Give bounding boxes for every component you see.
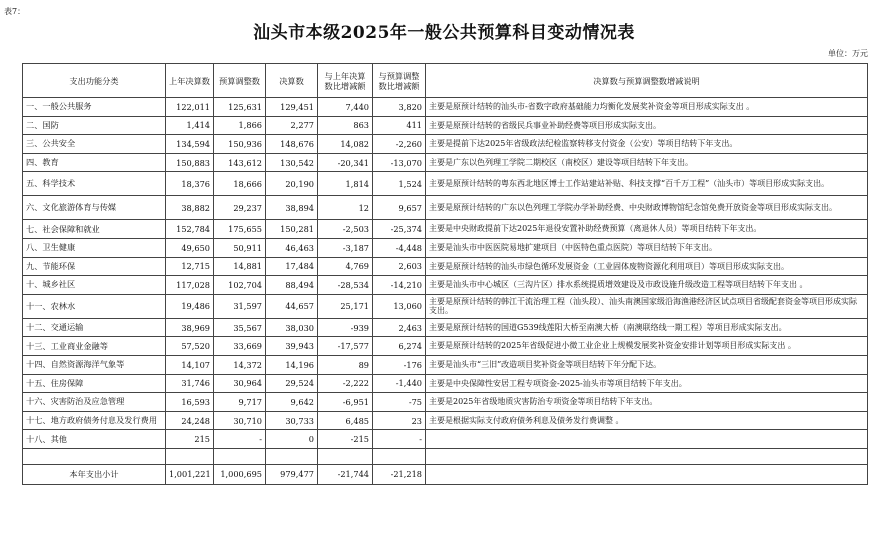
diff-prev-cell: 12 bbox=[318, 196, 373, 220]
diff-adj-cell: -176 bbox=[373, 355, 426, 374]
category-cell: 三、公共安全 bbox=[23, 135, 166, 154]
category-cell: 十二、交通运输 bbox=[23, 318, 166, 337]
explain-cell: 主要是根据实际支付政府债务利息及债务发行费调整 。 bbox=[426, 411, 868, 430]
explain-cell: 主要是汕头市“三旧”改造项目奖补资金等项目结转下年分配下达。 bbox=[426, 355, 868, 374]
unit-label: 单位：万元 bbox=[828, 49, 868, 58]
diff-prev-cell: 14,082 bbox=[318, 135, 373, 154]
blank-cell bbox=[23, 448, 166, 464]
blank-cell bbox=[214, 448, 266, 464]
explain-cell: 主要是原预计结转的广东以色列理工学院办学补助经费、中央财政博物馆纪念馆免费开放资金等项目形成实际支出。 bbox=[426, 196, 868, 220]
prev-final-cell: 57,520 bbox=[166, 337, 214, 356]
prev-final-cell: 12,715 bbox=[166, 257, 214, 276]
diff-adj-cell: 2,603 bbox=[373, 257, 426, 276]
final-cell: 0 bbox=[266, 430, 318, 449]
adjusted-cell: 30,710 bbox=[214, 411, 266, 430]
prev-final-cell: 31,746 bbox=[166, 374, 214, 393]
diff-prev-cell: -939 bbox=[318, 318, 373, 337]
prev-final-cell: 215 bbox=[166, 430, 214, 449]
diff-prev-cell: -28,534 bbox=[318, 276, 373, 295]
diff-prev-cell: 25,171 bbox=[318, 294, 373, 318]
diff-prev-cell: -17,577 bbox=[318, 337, 373, 356]
category-cell: 十四、自然资源海洋气象等 bbox=[23, 355, 166, 374]
category-cell: 十三、工业商业金融等 bbox=[23, 337, 166, 356]
header-diff-adj: 与预算调整数比增减额 bbox=[373, 64, 426, 98]
table-number: 表7： bbox=[4, 7, 26, 16]
table-body bbox=[23, 98, 868, 485]
prev-final-cell: 18,376 bbox=[166, 172, 214, 196]
total-adjusted-cell: 1,000,695 bbox=[214, 464, 266, 484]
table-row bbox=[23, 355, 868, 374]
explain-cell bbox=[426, 430, 868, 449]
diff-prev-cell: 6,485 bbox=[318, 411, 373, 430]
category-cell: 十六、灾害防治及应急管理 bbox=[23, 393, 166, 412]
final-cell: 88,494 bbox=[266, 276, 318, 295]
prev-final-cell: 24,248 bbox=[166, 411, 214, 430]
final-cell: 38,030 bbox=[266, 318, 318, 337]
adjusted-cell: 125,631 bbox=[214, 98, 266, 117]
total-final-cell: 979,477 bbox=[266, 464, 318, 484]
total-explain-cell bbox=[426, 464, 868, 484]
prev-final-cell: 38,969 bbox=[166, 318, 214, 337]
diff-prev-cell: -2,503 bbox=[318, 220, 373, 239]
table-row bbox=[23, 153, 868, 172]
diff-adj-cell: 9,657 bbox=[373, 196, 426, 220]
final-cell: 150,281 bbox=[266, 220, 318, 239]
final-cell: 9,642 bbox=[266, 393, 318, 412]
budget-table bbox=[22, 63, 868, 485]
explain-cell: 主要是汕头市中医医院易地扩建项目（中医特色重点医院）等项目结转下年支出。 bbox=[426, 238, 868, 257]
adjusted-cell: 1,866 bbox=[214, 116, 266, 135]
blank-cell bbox=[318, 448, 373, 464]
explain-cell: 主要是汕头市中心城区（三沟片区）排水系统提质增效建设及市政设施升级改造工程等项目结转下年支出 。 bbox=[426, 276, 868, 295]
adjusted-cell: 35,567 bbox=[214, 318, 266, 337]
header-adjusted: 预算调整数 bbox=[214, 64, 266, 98]
category-cell: 十八、其他 bbox=[23, 430, 166, 449]
diff-adj-cell: 13,060 bbox=[373, 294, 426, 318]
blank-cell bbox=[373, 448, 426, 464]
final-cell: 29,524 bbox=[266, 374, 318, 393]
diff-prev-cell: -215 bbox=[318, 430, 373, 449]
adjusted-cell: - bbox=[214, 430, 266, 449]
category-cell: 一、一般公共服务 bbox=[23, 98, 166, 117]
final-cell: 38,894 bbox=[266, 196, 318, 220]
adjusted-cell: 14,372 bbox=[214, 355, 266, 374]
diff-prev-cell: 7,440 bbox=[318, 98, 373, 117]
adjusted-cell: 30,964 bbox=[214, 374, 266, 393]
diff-adj-cell: -1,440 bbox=[373, 374, 426, 393]
header-explain: 决算数与预算调整数增减说明 bbox=[426, 64, 868, 98]
header-category: 支出功能分类 bbox=[23, 64, 166, 98]
category-cell: 四、教育 bbox=[23, 153, 166, 172]
adjusted-cell: 14,881 bbox=[214, 257, 266, 276]
table-row bbox=[23, 430, 868, 449]
explain-cell: 主要是原预计结转的汕头市绿色循环发展资金（工业固体废物资源化利用项目）等项目形成实际支出。 bbox=[426, 257, 868, 276]
header-diff-prev: 与上年决算数比增减额 bbox=[318, 64, 373, 98]
table-row bbox=[23, 238, 868, 257]
page-title: 汕头市本级2025年一般公共预算科目变动情况表 bbox=[253, 23, 635, 43]
blank-row bbox=[23, 448, 868, 464]
diff-prev-cell: -6,951 bbox=[318, 393, 373, 412]
table-row bbox=[23, 337, 868, 356]
explain-cell: 主要是原预计结转的2025年省级促进小微工业企业上规模发展奖补资金安排计划等项目形成实际支出 。 bbox=[426, 337, 868, 356]
diff-prev-cell: 4,769 bbox=[318, 257, 373, 276]
prev-final-cell: 16,593 bbox=[166, 393, 214, 412]
adjusted-cell: 31,597 bbox=[214, 294, 266, 318]
explain-cell: 主要是2025年省级地质灾害防治专项资金等项目结转下年支出。 bbox=[426, 393, 868, 412]
category-cell: 八、卫生健康 bbox=[23, 238, 166, 257]
final-cell: 44,657 bbox=[266, 294, 318, 318]
table-row bbox=[23, 116, 868, 135]
final-cell: 30,733 bbox=[266, 411, 318, 430]
prev-final-cell: 134,594 bbox=[166, 135, 214, 154]
table-row bbox=[23, 294, 868, 318]
diff-prev-cell: 863 bbox=[318, 116, 373, 135]
diff-prev-cell: 1,814 bbox=[318, 172, 373, 196]
table-row bbox=[23, 276, 868, 295]
table-row bbox=[23, 374, 868, 393]
diff-adj-cell: 3,820 bbox=[373, 98, 426, 117]
final-cell: 39,943 bbox=[266, 337, 318, 356]
final-cell: 129,451 bbox=[266, 98, 318, 117]
total-diff-adj-cell: -21,218 bbox=[373, 464, 426, 484]
diff-adj-cell: 6,274 bbox=[373, 337, 426, 356]
adjusted-cell: 29,237 bbox=[214, 196, 266, 220]
diff-prev-cell: -3,187 bbox=[318, 238, 373, 257]
table-row bbox=[23, 393, 868, 412]
adjusted-cell: 9,717 bbox=[214, 393, 266, 412]
total-row bbox=[23, 464, 868, 484]
diff-adj-cell: 411 bbox=[373, 116, 426, 135]
explain-cell: 主要是原预计结转的国道G539线莲阳大桥至南澳大桥（南澳联络线一期工程）等项目形成实际支出。 bbox=[426, 318, 868, 337]
explain-cell: 主要是原预计结转的省级民兵事业补助经费等项目形成实际支出。 bbox=[426, 116, 868, 135]
diff-adj-cell: -2,260 bbox=[373, 135, 426, 154]
blank-cell bbox=[426, 448, 868, 464]
prev-final-cell: 150,883 bbox=[166, 153, 214, 172]
final-cell: 2,277 bbox=[266, 116, 318, 135]
blank-cell bbox=[166, 448, 214, 464]
header-prev-final: 上年决算数 bbox=[166, 64, 214, 98]
category-cell: 二、国防 bbox=[23, 116, 166, 135]
table-row bbox=[23, 318, 868, 337]
table-row bbox=[23, 135, 868, 154]
diff-adj-cell: 2,463 bbox=[373, 318, 426, 337]
adjusted-cell: 18,666 bbox=[214, 172, 266, 196]
diff-adj-cell: -25,374 bbox=[373, 220, 426, 239]
prev-final-cell: 122,011 bbox=[166, 98, 214, 117]
explain-cell: 主要是广东以色列理工学院二期校区（南校区）建设等项目结转下年支出。 bbox=[426, 153, 868, 172]
prev-final-cell: 49,650 bbox=[166, 238, 214, 257]
table-row bbox=[23, 411, 868, 430]
diff-adj-cell: 23 bbox=[373, 411, 426, 430]
final-cell: 46,463 bbox=[266, 238, 318, 257]
prev-final-cell: 117,028 bbox=[166, 276, 214, 295]
table-row bbox=[23, 220, 868, 239]
adjusted-cell: 33,669 bbox=[214, 337, 266, 356]
explain-cell: 主要是提前下达2025年省级政法纪检监察转移支付资金（公安）等项目结转下年支出。 bbox=[426, 135, 868, 154]
category-cell: 五、科学技术 bbox=[23, 172, 166, 196]
explain-cell: 主要是原预计结转的粤东西北地区博士工作站建站补贴、科技支撑“百千万工程”（汕头市）等项目形成实际支出。 bbox=[426, 172, 868, 196]
table-row bbox=[23, 257, 868, 276]
category-cell: 十、城乡社区 bbox=[23, 276, 166, 295]
final-cell: 130,542 bbox=[266, 153, 318, 172]
final-cell: 148,676 bbox=[266, 135, 318, 154]
explain-cell: 主要是中央财政提前下达2025年退役安置补助经费预算（离退休人员）等项目结转下年支出。 bbox=[426, 220, 868, 239]
prev-final-cell: 19,486 bbox=[166, 294, 214, 318]
category-cell: 六、文化旅游体育与传媒 bbox=[23, 196, 166, 220]
diff-adj-cell: 1,524 bbox=[373, 172, 426, 196]
category-cell: 十七、地方政府债务付息及发行费用 bbox=[23, 411, 166, 430]
diff-prev-cell: 89 bbox=[318, 355, 373, 374]
header-final: 决算数 bbox=[266, 64, 318, 98]
explain-cell: 主要是原预计结转的韩江干流治理工程（汕头段）、汕头南澳国家级沿海渔港经济区试点项目省级配套资金等项目形成实际支出。 bbox=[426, 294, 868, 318]
adjusted-cell: 102,704 bbox=[214, 276, 266, 295]
prev-final-cell: 38,882 bbox=[166, 196, 214, 220]
diff-adj-cell: -13,070 bbox=[373, 153, 426, 172]
adjusted-cell: 50,911 bbox=[214, 238, 266, 257]
total-label-cell: 本年支出小计 bbox=[23, 464, 166, 484]
category-cell: 十五、住房保障 bbox=[23, 374, 166, 393]
final-cell: 20,190 bbox=[266, 172, 318, 196]
explain-cell: 主要是原预计结转的汕头市-省数字政府基础能力均衡化发展奖补资金等项目形成实际支出 。 bbox=[426, 98, 868, 117]
final-cell: 14,196 bbox=[266, 355, 318, 374]
adjusted-cell: 150,936 bbox=[214, 135, 266, 154]
explain-cell: 主要是中央保障性安居工程专项资金-2025-汕头市等项目结转下年支出。 bbox=[426, 374, 868, 393]
prev-final-cell: 14,107 bbox=[166, 355, 214, 374]
total-diff-prev-cell: -21,744 bbox=[318, 464, 373, 484]
category-cell: 九、节能环保 bbox=[23, 257, 166, 276]
adjusted-cell: 143,612 bbox=[214, 153, 266, 172]
final-cell: 17,484 bbox=[266, 257, 318, 276]
table-row bbox=[23, 172, 868, 196]
diff-adj-cell: -14,210 bbox=[373, 276, 426, 295]
diff-adj-cell: -75 bbox=[373, 393, 426, 412]
diff-adj-cell: -4,448 bbox=[373, 238, 426, 257]
diff-adj-cell: - bbox=[373, 430, 426, 449]
category-cell: 七、社会保障和就业 bbox=[23, 220, 166, 239]
table-row bbox=[23, 196, 868, 220]
prev-final-cell: 152,784 bbox=[166, 220, 214, 239]
diff-prev-cell: -2,222 bbox=[318, 374, 373, 393]
blank-cell bbox=[266, 448, 318, 464]
adjusted-cell: 175,655 bbox=[214, 220, 266, 239]
header-row bbox=[23, 64, 868, 98]
prev-final-cell: 1,414 bbox=[166, 116, 214, 135]
diff-prev-cell: -20,341 bbox=[318, 153, 373, 172]
total-prev-final-cell: 1,001,221 bbox=[166, 464, 214, 484]
table-row bbox=[23, 98, 868, 117]
category-cell: 十一、农林水 bbox=[23, 294, 166, 318]
